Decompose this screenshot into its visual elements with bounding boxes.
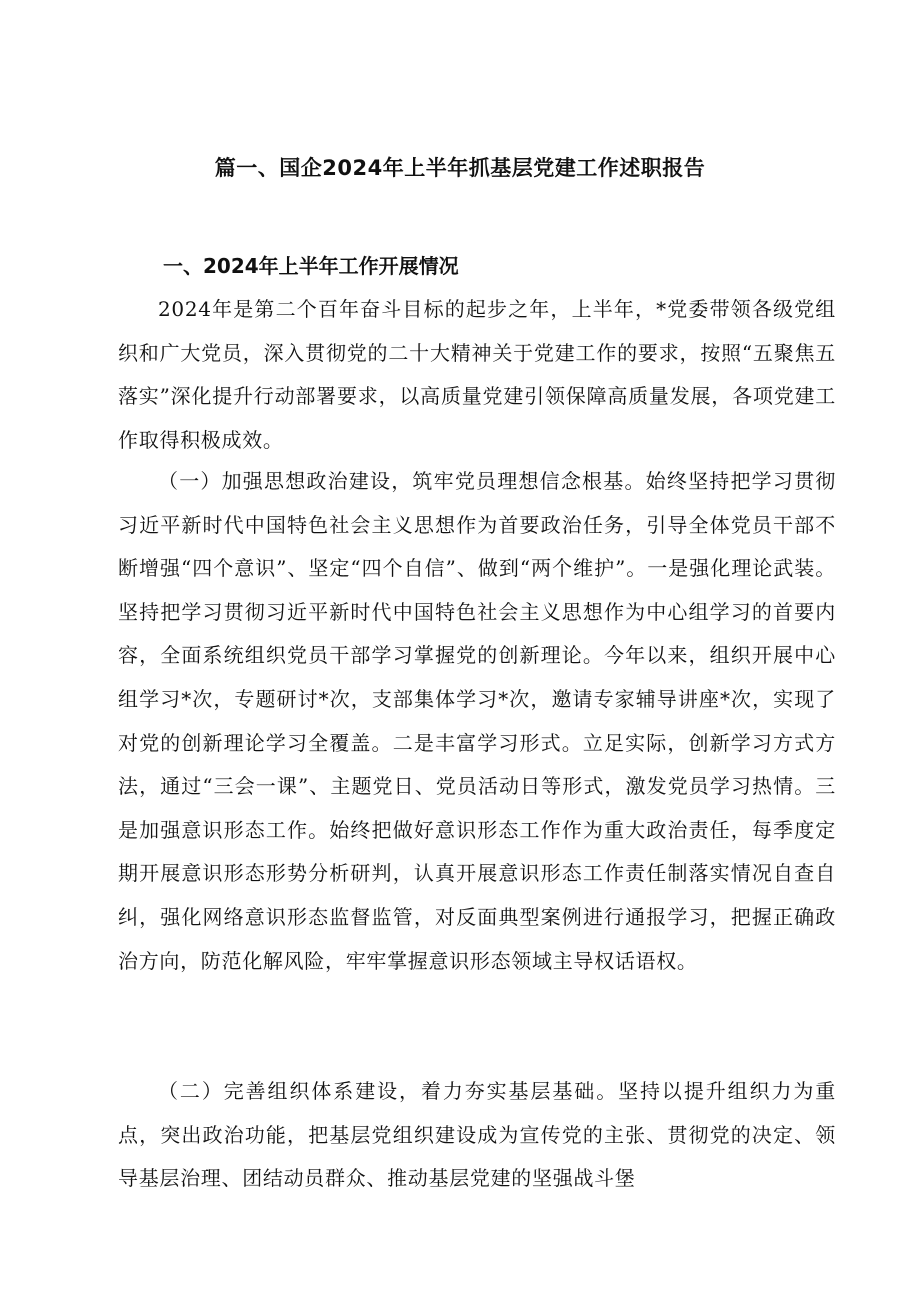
paragraph-intro: 2024年是第二个百年奋斗目标的起步之年，上半年，*党委带领各级党组织和广大党员，深入贯彻党的二十大精神关于党建工作的要求，按照“五聚焦五落实”深化提升行动部署要求，以高质量党建引领保障高质量发展，各项党建工作取得积极成效。	[118, 297, 836, 452]
paragraph-organization: （二）完善组织体系建设，着力夯实基层基础。坚持以提升组织力为重点，突出政治功能，把基层党组织建设成为宣传党的主张、贯彻党的决定、领导基层治理、团结动员群众、推动基层党建的坚强战斗堡	[118, 1079, 836, 1191]
section-heading: 一、2024年上半年工作开展情况	[163, 254, 459, 278]
paragraph-ideology: （一）加强思想政治建设，筑牢党员理想信念根基。始终坚持把学习贯彻习近平新时代中国特色社会主义思想作为首要政治任务，引导全体党员干部不断增强“四个意识”、坚定“四个自信”、做到“两个维护”。一是强化理论武装。坚持把学习贯彻习近平新时代中国特色社会主义思想作为中心组学习的首要内容，全面系统组织党员干部学习掌握党的创新理论。今年以来，组织开展中心组学习*次，专题研讨*次，支部集体学习*次，邀请专家辅导讲座*次，实现了对党的创新理论学习全覆盖。二是丰富学习形式。立足实际，创新学习方式方法，通过“三会一课”、主题党日、党员活动日等形式，激发党员学习热情。三是加强意识形态工作。始终把做好意识形态工作作为重大政治责任，每季度定期开展意识形态形势分析研判，认真开展意识形态工作责任制落实情况自查自纠，强化网络意识形态监督监管，对反面典型案例进行通报学习，把握正确政治方向，防范化解风险，牢牢掌握意识形态领域主导权话语权。	[118, 469, 836, 973]
document-title: 篇一、国企2024年上半年抓基层党建工作述职报告	[214, 156, 706, 180]
